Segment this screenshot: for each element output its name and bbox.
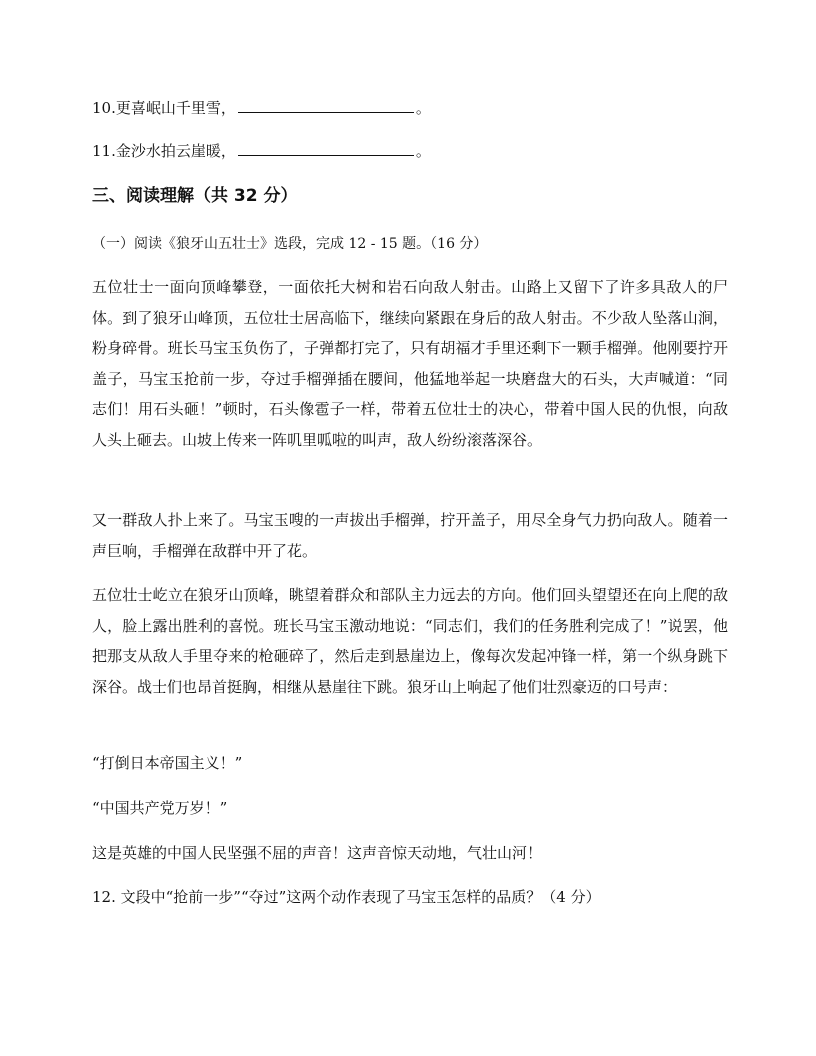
passage-paragraph-2: 又一群敌人扑上来了。马宝玉嗖的一声拔出手榴弹，拧开盖子，用尽全身气力扔向敌人。随着一声巨响，手榴弹在敌群中开了花。 — [92, 511, 728, 560]
slogan-1: “打倒日本帝国主义！” — [92, 754, 243, 772]
passage-paragraph-4: 这是英雄的中国人民坚强不屈的声音！这声音惊天动地，气壮山河！ — [92, 844, 543, 862]
answer-blank[interactable] — [238, 141, 414, 156]
item-number: 11. — [92, 142, 116, 160]
item-end: 。 — [415, 142, 431, 160]
fill-blank-item-10 — [92, 97, 431, 119]
fill-blank-item-11 — [92, 140, 431, 162]
item-end: 。 — [415, 99, 431, 117]
item-text: 金沙水拍云崖暖， — [115, 142, 236, 160]
passage-paragraph-1: 五位壮士一面向顶峰攀登，一面依托大树和岩石向敌人射击。山路上又留下了许多具敌人的尸体。到了狼牙山峰顶，五位壮士居高临下，继续向紧跟在身后的敌人射击。不少敌人坠落山涧，粉身碎骨。班长马宝玉负伤了，子弹都打完了，只有胡福才手里还剩下一颗手榴弹。他刚要拧开盖子，马宝玉抢前一步，夺过手榴弹插在腰间，他猛地举起一块磨盘大的石头，大声喊道：“同志们！用石头砸！”顿时，石头像雹子一样，带着五位壮士的决心，带着中国人民的仇恨，向敌人头上砸去。山坡上传来一阵叽里呱啦的叫声，敌人纷纷滚落深谷。 — [92, 278, 728, 449]
subsection-title: （一）阅读《狼牙山五壮士》选段，完成 12 - 15 题。（16 分） — [92, 236, 488, 252]
item-number: 10. — [92, 99, 116, 117]
item-text: 更喜岷山千里雪， — [115, 99, 236, 117]
answer-blank[interactable] — [238, 98, 414, 113]
section-title: 三、阅读理解（共 32 分） — [92, 186, 298, 206]
slogan-2: “中国共产党万岁！” — [92, 799, 228, 817]
passage-paragraph-3: 五位壮士屹立在狼牙山顶峰，眺望着群众和部队主力远去的方向。他们回头望望还在向上爬的敌人，脸上露出胜利的喜悦。班长马宝玉激动地说：“同志们，我们的任务胜利完成了！”说罢，他把那支从敌人手里夺来的枪砸碎了，然后走到悬崖边上，像每次发起冲锋一样，第一个纵身跳下深谷。战士们也昂首挺胸，相继从悬崖往下跳。狼牙山上响起了他们壮烈豪迈的口号声： — [92, 586, 728, 696]
question-12: 12. 文段中“抢前一步”“夺过”这两个动作表现了马宝玉怎样的品质？（4 分） — [92, 888, 601, 906]
